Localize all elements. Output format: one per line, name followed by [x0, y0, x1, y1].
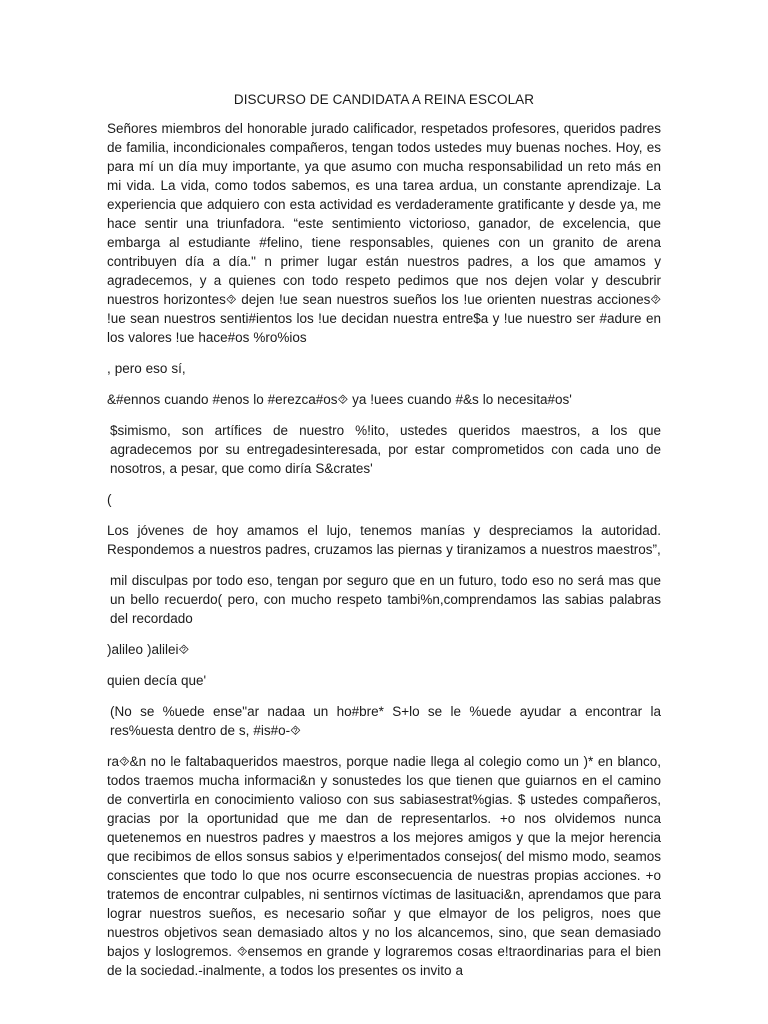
paragraph-quote-mark: ( [107, 492, 112, 507]
paragraph-closing: ra⯑&n no le faltabaqueridos maestros, porque nadie llega al colegio como un )* en blanco, todos traemos mucha informaci&n y sonustedes los que tienen que guiarnos en el camino de convertirla en conocimiento valioso con sus sabiasestrat%gias. $ ustedes compañeros, gracias por la oportunidad que me dan de representarlos. +o nos olvidemos nunca quetenemos en nuestros padres y maestros a los mejores amigos y que la mejor herencia que recibimos de ellos sonsus sabios y e!perimentados consejos( del mismo modo, seamos conscientes que todo lo que nos ocurre esconsecuencia de nuestras propias acciones. +o tratemos de encontrar culpables, ni sentirnos víctimas de lasituaci&n, aprendamos que para lograr nuestros sueños, es necesario soñar y que elmayor de los peligros, noes que nuestros objetivos sean demasiado altos y no los alcancemos, sino, que sean demasiado bajos y loslogremos. ⯑ensemos en grande y lograremos cosas e!traordinarias para el bien de la sociedad.-inalmente, a todos los presentes os invito a [107, 754, 661, 978]
paragraph-socrates-quote: Los jóvenes de hoy amamos el lujo, tenemos manías y despreciamos la autoridad. Respondemos a nuestros padres, cruzamos las piernas y tiranizamos a nuestros maestros”, [107, 523, 661, 557]
document-title: DISCURSO DE CANDIDATA A REINA ESCOLAR [233, 92, 535, 107]
paragraph-amennos: &#ennos cuando #enos lo #erezca#os⯑ ya !uees cuando #&s lo necesita#os' [107, 392, 572, 407]
paragraph-quien-decia: quien decía que' [107, 673, 207, 688]
paragraph-mil-disculpas: mil disculpas por todo eso, tengan por seguro que en un futuro, todo eso no será mas que un bello recuerdo( pero, con mucho respeto tambi%n,comprendamos las sabias palabras del recordado [110, 573, 661, 626]
paragraph-intro: Señores miembros del honorable jurado calificador, respetados profesores, queridos padres de familia, incondicionales compañeros, tengan todos ustedes muy buenas noches. Hoy, es para mí un día muy importante, ya que asumo con mucha responsabilidad un reto más en mi vida. La vida, como todos sabemos, es una tarea ardua, un constante aprendizaje. La experiencia que adquiero con esta actividad es verdaderamente gratificante y desde ya, me hace sentir una triunfadora. “este sentimiento victorioso, ganador, de excelencia, que embarga al estudiante #felino, tiene responsables, quienes con un granito de arena contribuyen día a día." n primer lugar están nuestros padres, a los que amamos y agradecemos, y a quienes con todo respeto pedimos que nos dejen volar y descubrir nuestros horizontes⯑ dejen !ue sean nuestros sueños los !ue orienten nuestras acciones⯑ !ue sean nuestros senti#ientos los !ue decidan nuestra entre$a y !ue nuestro ser #adure en los valores !ue hace#os %ro%ios [107, 121, 661, 345]
paragraph-pero-eso-si: , pero eso sí, [107, 361, 186, 376]
paragraph-galileo-quote: (No se %uede ense"ar nadaa un ho#bre* S+lo se le %uede ayudar a encontrar la res%uesta dentro de s, #is#o-⯑ [110, 704, 661, 738]
paragraph-asimismo: $simismo, son artífices de nuestro %!ito, ustedes queridos maestros, a los que agradecemos por su entregadesinteresada, por estar comprometidos con cada uno de nosotros, a pesar, que como diría S&crates' [110, 423, 661, 476]
paragraph-galileo: )alileo )alilei⯑ [107, 642, 190, 657]
